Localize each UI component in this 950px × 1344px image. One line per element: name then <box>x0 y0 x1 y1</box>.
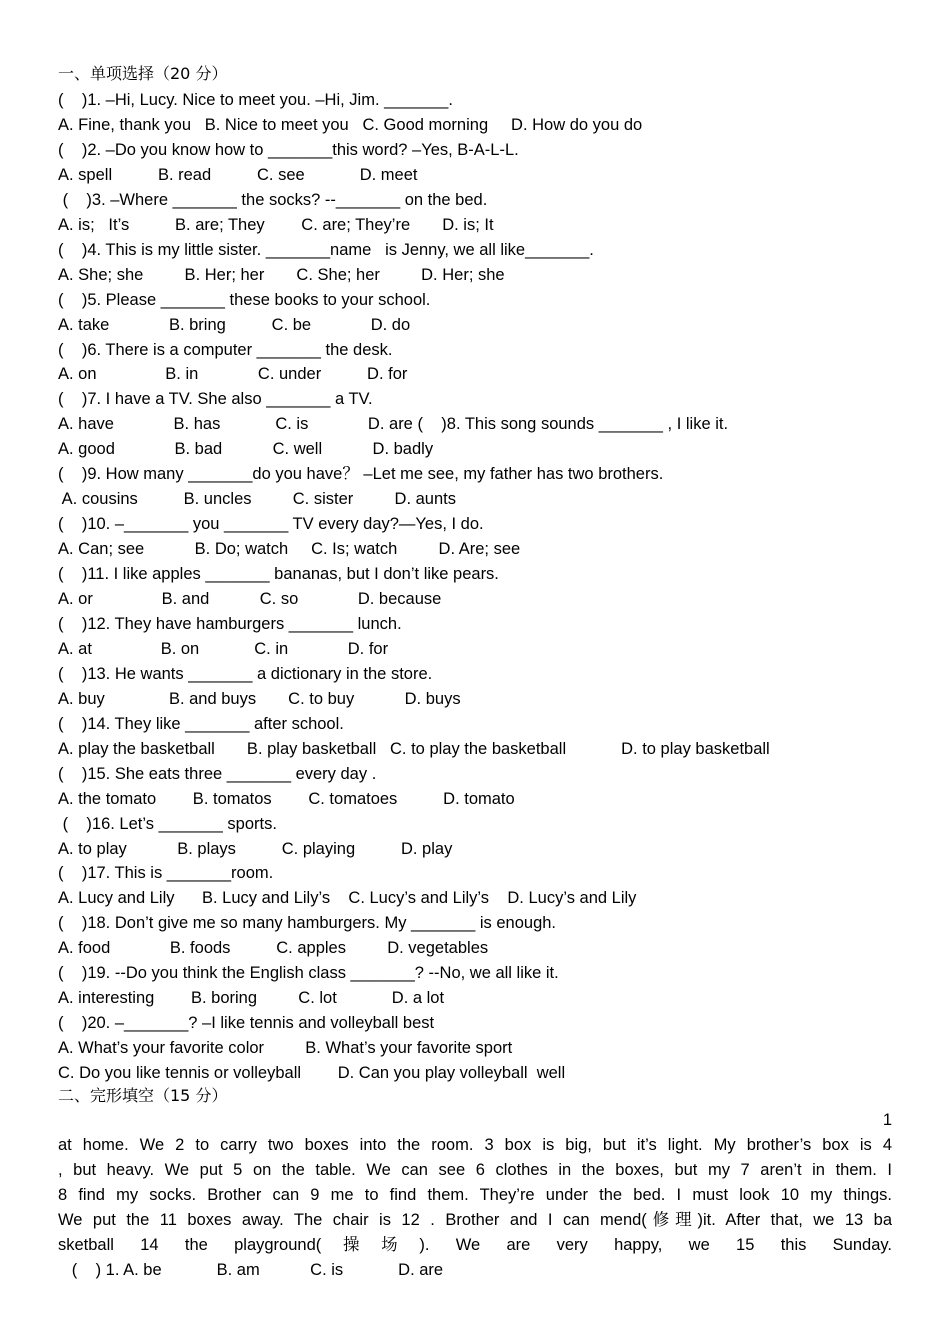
options-line: ( )20. –_______? –I like tennis and volleyball best <box>58 1014 435 1032</box>
question-line: A. at B. on C. in D. for <box>58 640 389 658</box>
options-line: ( )11. I like apples _______ bananas, but I don’t like pears. <box>58 565 499 583</box>
question-line: A. to play B. plays C. playing D. play <box>58 840 453 858</box>
options-line: A. is; It’s B. are; They C. are; They’re D. is; It <box>58 216 494 234</box>
question-line: ( )7. I have a TV. She also _______ a TV. <box>58 390 373 408</box>
question-line: A. food B. foods C. apples D. vegetables <box>58 939 489 957</box>
options-line: ( )12. They have hamburgers _______ lunch. <box>58 615 402 633</box>
passage-line: sketball 14 the playground(操场). We are very happy, we 15 this Sunday. <box>58 1236 892 1254</box>
question-line: A. Can; see B. Do; watch C. Is; watch D. Are; see <box>58 540 521 558</box>
question-line: A. good B. bad C. well D. badly <box>58 440 434 458</box>
section2-title: 二、完形填空（15 分） <box>58 1086 228 1105</box>
question-line: A. Lucy and Lily B. Lucy and Lily’s C. Lucy’s and Lily’s D. Lucy’s and Lily <box>58 889 637 907</box>
options-line: A. take B. bring C. be D. do <box>58 316 411 334</box>
options-line: ( )17. This is _______room. <box>58 864 274 882</box>
question-line: A. What’s your favorite color B. What’s your favorite sport <box>58 1039 513 1057</box>
question-line: ( )5. Please _______ these books to your school. <box>58 291 431 309</box>
passage-line: We put the 11 boxes away. The chair is 12 . Brother and I can mend(修理)it. After that, we 13 ba <box>58 1211 892 1229</box>
question-line: A. cousins B. uncles C. sister D. aunts <box>58 490 456 508</box>
options-line: ( )13. He wants _______ a dictionary in the store. <box>58 665 433 683</box>
options-line: C. Do you like tennis or volleyball D. Can you play volleyball well <box>58 1064 566 1082</box>
passage-line: at home. We 2 to carry two boxes into the room. 3 box is big, but it’s light. My brother’s box is 4 <box>58 1136 892 1154</box>
passage-line: , but heavy. We put 5 on the table. We can see 6 clothes in the boxes, but my 7 aren’t in them. I <box>58 1161 892 1179</box>
options-line: ( )9. How many _______do you have？ –Let me see, my father has two brothers. <box>58 465 664 483</box>
blank-number: 1 <box>882 1111 892 1129</box>
question-line: A. buy B. and buys C. to buy D. buys <box>58 690 461 708</box>
options-line: A. spell B. read C. see D. meet <box>58 166 418 184</box>
options-line: ( )10. –_______ you _______ TV every day?—Yes, I do. <box>58 515 484 533</box>
section1-title: 一、单项选择（20 分） <box>58 64 228 83</box>
options-line: ( )15. She eats three _______ every day . <box>58 765 377 783</box>
options-line: ( )18. Don’t give me so many hamburgers. My _______ is enough. <box>58 914 557 932</box>
question-line: A. or B. and C. so D. because <box>58 590 442 608</box>
question-line: A. interesting B. boring C. lot D. a lot <box>58 989 445 1007</box>
options-line: A. Fine, thank you B. Nice to meet you C. Good morning D. How do you do <box>58 116 643 134</box>
question-line: A. play the basketball B. play basketball C. to play the basketball D. to play basketball <box>58 740 770 758</box>
question-line: ( )1. –Hi, Lucy. Nice to meet you. –Hi, Jim. _______. <box>58 91 453 109</box>
question-line: A. the tomato B. tomatos C. tomatoes D. tomato <box>58 790 515 808</box>
question-line: ( )3. –Where _______ the socks? --_______ on the bed. <box>58 191 488 209</box>
cloze-question-line: ( ) 1. A. be B. am C. is D. are <box>58 1261 444 1279</box>
options-line: A. She; she B. Her; her C. She; her D. Her; she <box>58 266 505 284</box>
question-line: ( )2. –Do you know how to _______this word? –Yes, B-A-L-L. <box>58 141 519 159</box>
question-line: ( )4. This is my little sister. _______name is Jenny, we all like_______. <box>58 241 594 259</box>
options-line: ( )19. --Do you think the English class _______? --No, we all like it. <box>58 964 559 982</box>
passage-line: 8 find my socks. Brother can 9 me to find them. They’re under the bed. I must look 10 my things. <box>58 1186 892 1204</box>
options-line: ( )16. Let’s _______ sports. <box>58 815 277 833</box>
passage-line <box>58 1108 892 1133</box>
question-line: ( )6. There is a computer _______ the desk. <box>58 341 393 359</box>
options-line: A. have B. has C. is D. are ( )8. This song sounds _______ , I like it. <box>58 415 729 433</box>
options-line: A. on B. in C. under D. for <box>58 365 408 383</box>
options-line: ( )14. They like _______ after school. <box>58 715 344 733</box>
